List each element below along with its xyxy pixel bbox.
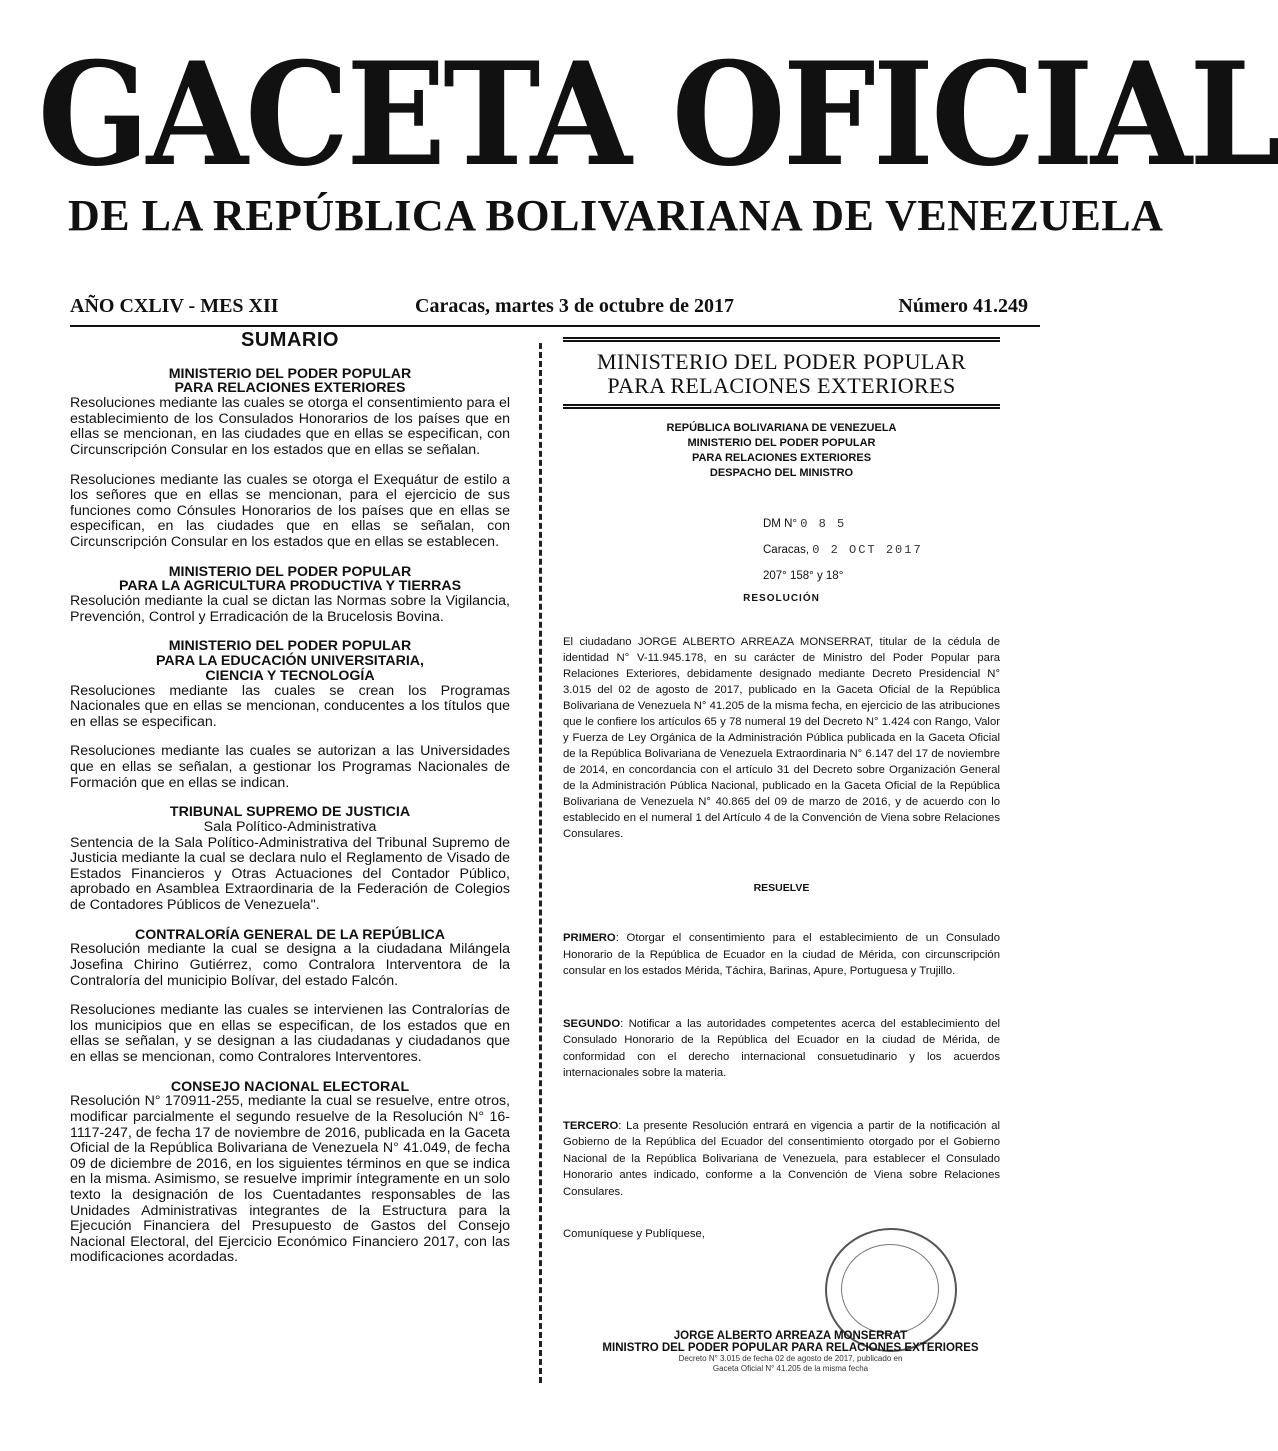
masthead [0,32,1278,198]
summary-section [70,928,510,1066]
section-heading: MINISTERIO DEL PODER POPULAR [168,365,412,382]
header-line: MINISTERIO DEL PODER POPULAR [687,437,876,449]
summary-item: Resoluciones mediante las cuales se intervienen las Contralorías de los municipios que en ellas se especifican, de los estados que en ellas se señalan, y se designan a las ciudadanas y ciudadanos que en ellas se mencionan, como Contralores Interventores. [70,1002,510,1065]
section-heading: MINISTERIO DEL PODER POPULAR [168,638,412,655]
summary-item: Resoluciones mediante las cuales se crean los Programas Nacionales que en ellas se mencionan, conducentes a los títulos que en ellas se especifican. [70,682,510,730]
article-segundo [563,1016,1000,1082]
dm-value: 0 8 5 [800,517,847,531]
section-heading: PARA RELACIONES EXTERIORES [174,380,406,397]
summary-item: Resoluciones mediante las cuales se autorizan a las Universidades que en ellas se señalan, a gestionar los Programas Nacionales de Formación que en ellas se indican. [70,743,510,791]
article-label: SEGUNDO [563,1017,621,1030]
summary-item: Resolución mediante la cual se dictan las Normas sobre la Vigilancia, Prevención, Control y Erradicación de la Brucelosis Bovina. [70,593,510,625]
years-line: 207° 158° y 18° [763,570,844,582]
summary-item: Resolución N° 170911-255, mediante la cual se resuelve, entre otros, modificar parcialmente el segundo resuelve de la Resolución N° 16-1117-247, de fecha 17 de noviembre de 2016, publicada en la Gaceta Oficial de la República Bolivariana de Venezuela N° 41.049, de fecha 09 de diciembre de 2016, en los siguientes términos en que se indica en la misma. Asimismo, se resuelve imprimir íntegramente en un solo texto la designación de los Cuentadantes responsables de las Unidades Administrativas integrantes de la Estructura para la Ejecución Financiera del Presupuesto de Gastos del Consejo Nacional Electoral, del Ejercicio Económico Financiero 2017, con las modificaciones acordadas. [70,1093,510,1266]
issue-date: Caracas, martes 3 de octubre de 2017 [415,295,735,317]
ministry-banner [563,337,1000,409]
article-text: : Otorgar el consentimiento para el establecimiento de un Consulado Honorario de la República de Ecuador en la ciudad de Mérida, con circunscripción consular en los estados Mérida, Táchira, Barinas, Apure, Portuguesa y Trujillo. [563,932,1000,977]
ministry-banner-line2: PARA RELACIONES EXTERIORES [607,373,956,398]
resolution-meta [763,511,1000,589]
signer-note: Gaceta Oficial N° 41.205 de la misma fecha [712,1364,869,1373]
summary-section [70,805,510,913]
section-heading: TRIBUNAL SUPREMO DE JUSTICIA [169,804,411,821]
summary-heading: SUMARIO [241,329,339,351]
masthead-subtitle: DE LA REPÚBLICA BOLIVARIANA DE VENEZUELA [68,191,1164,240]
article-label: TERCERO [563,1119,619,1132]
dateline-rule [70,325,1040,327]
masthead-title: GACETA OFICIAL [37,32,1278,198]
signer-title: MINISTRO DEL PODER POPULAR PARA RELACIONES EXTERIORES [602,1342,979,1354]
signer-note: Decreto N° 3.015 de fecha 02 de agosto de 2017, publicado en [678,1354,903,1363]
article-text: : Notificar a las autoridades competentes acerca del establecimiento del Consulado Honorario de la República del Ecuador en la ciudad de Mérida, de conformidad con el derecho internacional consuetudinario y los acuerdos internacionales sobre la materia. [563,1017,1000,1079]
summary-item: Sentencia de la Sala Político-Administrativa del Tribunal Supremo de Justicia mediante la cual se declara nulo el Reglamento de Visado de Estados Financieros y Otras Actuaciones del Contador Público, aprobado en Asamblea Extraordinaria de la Federación de Colegios de Contadores Públicos de Venezuela". [70,834,510,914]
resolution-preamble: El ciudadano JORGE ALBERTO ARREAZA MONSERRAT, titular de la cédula de identidad N° V-11.945.178, en su carácter de Ministro del Poder Popular para Relaciones Exteriores, debidamente designado mediante Decreto Presidencial N° 3.015 del 02 de agosto de 2017, publicado en la Gaceta Oficial de la República Bolivariana de Venezuela N° 41.205 de la misma fecha, en ejercicio de las atribuciones que le confiere los artículos 65 y 78 numeral 19 del Decreto N° 1.424 con Rango, Valor y Fuerza de Ley Orgánica de la Administración Pública publicada en la Gaceta Oficial de la República Bolivariana de Venezuela Extraordinaria N° 6.147 del 17 de noviembre de 2014, en concordancia con el artículo 31 del Decreto sobre Organización General de la Administración Pública Nacional, publicado en la Gaceta Oficial de la República Bolivariana de Venezuela N° 40.865 del 09 de marzo de 2016, y de acuerdo con lo establecido en el numeral 1 del Artículo 4 de la Convención de Viena sobre Relaciones Consulares. [563,636,1000,840]
ministry-banner-line1: MINISTERIO DEL PODER POPULAR [596,349,967,374]
summary-sections [70,367,510,1266]
issue-number: Número 41.249 [898,295,1028,317]
section-heading: MINISTERIO DEL PODER POPULAR [168,563,412,580]
section-heading: PARA LA EDUCACIÓN UNIVERSITARIA, [156,653,424,670]
summary-section [70,367,510,551]
column-divider [539,343,542,1383]
summary-section [70,565,510,626]
place-label: Caracas, [763,544,810,556]
header-line: REPÚBLICA BOLIVARIANA DE VENEZUELA [666,422,897,434]
header-line: PARA RELACIONES EXTERIORES [691,452,872,464]
closing-line: Comuníquese y Publíquese, [563,1228,705,1240]
article-primero [563,930,1000,980]
signer-name: JORGE ALBERTO ARREAZA MONSERRAT [673,1330,908,1342]
seal-inner-ring [841,1244,939,1334]
year-month: AÑO CXLIV - MES XII [70,295,279,317]
summary-column [70,329,510,1280]
dm-label: DM N° [763,518,797,530]
summary-item: Resoluciones mediante las cuales se otorga el Exequátur de estilo a los señores que en ellas se mencionan, para el ejercicio de sus funciones como Cónsules Honorarios de los países que en ellas se especifican, en las ciudades que en ellas se señalan, con Circunscripción Consular en los estados que en ellas se establecen. [70,471,510,550]
resolution-header [563,421,1000,481]
place-date: 0 2 OCT 2017 [812,543,923,557]
section-heading: PARA LA AGRICULTURA PRODUCTIVA Y TIERRAS [118,578,462,595]
article-label: PRIMERO [563,932,616,944]
resolution-type: RESOLUCIÓN [743,593,820,604]
resolution-column [563,337,1000,1240]
section-heading: CONTRALORÍA GENERAL DE LA REPÚBLICA [134,926,446,943]
article-text: : La presente Resolución entrará en vigencia a partir de la notificación al Gobierno de la República del Ecuador del consentimiento otorgado por el Gobierno Nacional de la República Bolivariana de Venezuela, para establecer el Consulado Honorario antes indicado, conforme a la Convención de Viena sobre Relaciones Consulares. [563,1119,1000,1198]
section-heading: CONSEJO NACIONAL ELECTORAL [170,1078,410,1095]
resuelve-heading: RESUELVE [753,882,810,894]
signature-block [563,1330,1018,1374]
summary-section [70,639,510,791]
summary-item: Resolución mediante la cual se designa a la ciudadana Milángela Josefina Chirino Gutiérrez, como Contralora Interventora de la Contraloría del municipio Bolívar, del estado Falcón. [70,941,510,989]
section-heading: CIENCIA Y TECNOLOGÍA [205,667,375,684]
header-line: DESPACHO DEL MINISTRO [709,467,854,479]
dateline [0,295,1088,319]
section-subheading: Sala Político-Administrativa [203,819,377,836]
summary-item: Resoluciones mediante las cuales se otorga el consentimiento para el establecimiento de los Consulados Honorarios de los países que en ellas se mencionan, en las ciudades que en ellas se especifican, con Circunscripción Consular en los estados que en ellas se señalan. [70,395,510,458]
summary-section [70,1080,510,1266]
article-tercero [563,1118,1000,1201]
